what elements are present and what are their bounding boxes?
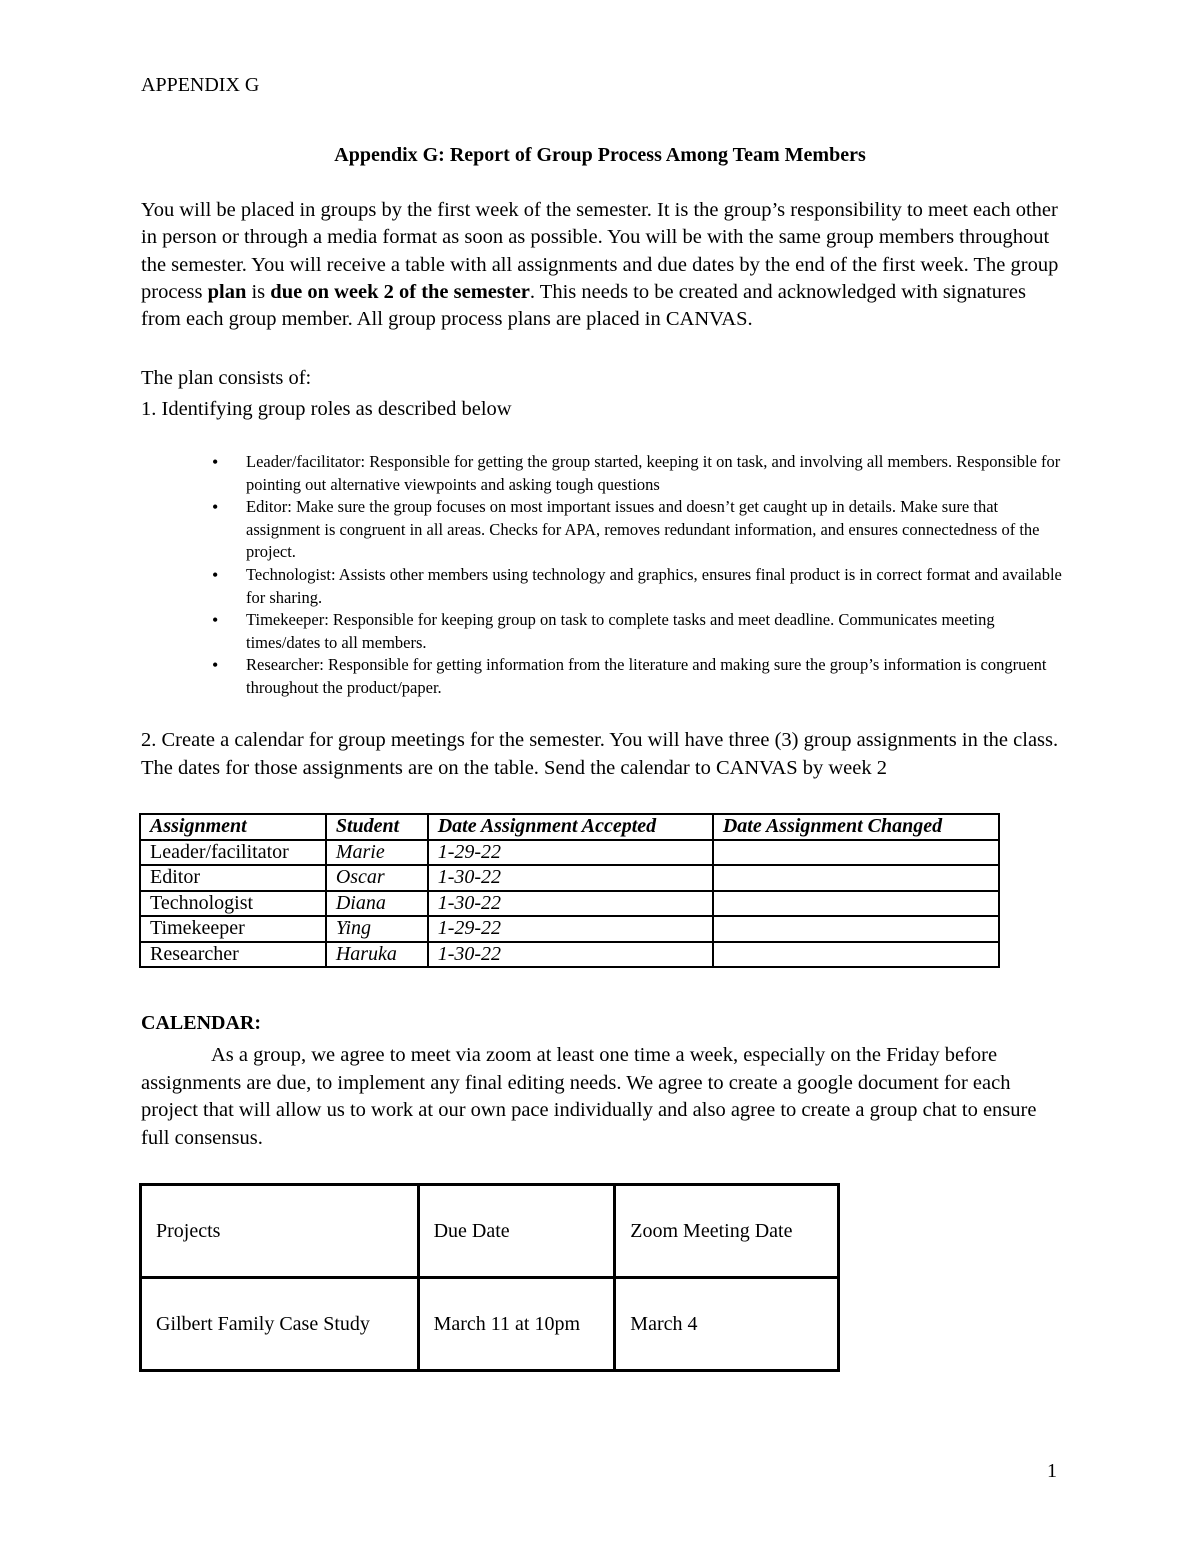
intro-text-1: You will be placed in groups by the first week of the semester. It is the group’s responsibility to meet each other in person or through a media format as soon as possible. You will be with the same group members throughout the semester. You will receive a table with all assignments and due dates by the end of the first week. The group process: [141, 199, 1059, 303]
table-cell: March 11 at 10pm: [418, 1278, 615, 1371]
table-cell: Timekeeper: [140, 916, 326, 942]
table-row: [140, 942, 999, 968]
table-cell: 1-29-22: [428, 916, 713, 942]
table-cell: 1-30-22: [428, 865, 713, 891]
table-cell: Gilbert Family Case Study: [141, 1278, 419, 1371]
table-cell: Diana: [326, 891, 428, 917]
table-cell: Technologist: [140, 891, 326, 917]
table-header-row: [141, 1185, 839, 1278]
intro-text-2: is: [246, 280, 271, 303]
roles-table: [139, 813, 1000, 968]
table-cell: [713, 865, 999, 891]
role-editor: • Editor: Make sure the group focuses on most important issues and doesn’t get caught up in details. Make sure that assignment is congruent in all areas. Checks for APA, removes redundant information, and ensures connectedness of the project.: [246, 496, 1066, 564]
table-row: [140, 840, 999, 866]
table-cell: 1-29-22: [428, 840, 713, 866]
table-header-cell: Projects: [141, 1185, 419, 1278]
table-header-cell: Due Date: [418, 1185, 615, 1278]
table-header-cell: Date Assignment Accepted: [428, 814, 713, 840]
table-cell: [713, 891, 999, 917]
table-header-row: [140, 814, 999, 840]
step-2-paragraph: 2. Create a calendar for group meetings for the semester. You will have three (3) group assignments in the class. The dates for those assignments are on the table. Send the calendar to CANVAS by week 2: [141, 729, 1059, 779]
table-cell: Ying: [326, 916, 428, 942]
role-timekeeper: • Timekeeper: Responsible for keeping group on task to complete tasks and meet deadline. Communicates meeting times/dates to all members.: [246, 609, 1066, 654]
table-cell: [713, 840, 999, 866]
projects-table: [139, 1183, 840, 1372]
running-head: APPENDIX G: [141, 74, 260, 96]
table-cell: Leader/facilitator: [140, 840, 326, 866]
role-researcher: • Researcher: Responsible for getting information from the literature and making sure the group’s information is congruent throughout the product/paper.: [246, 654, 1066, 699]
table-header-cell: Date Assignment Changed: [713, 814, 999, 840]
table-row: [140, 865, 999, 891]
table-cell: [713, 942, 999, 968]
intro-bold-due: due on week 2 of the semester: [270, 280, 530, 303]
intro-paragraph: [141, 197, 1066, 333]
table-row: [140, 891, 999, 917]
calendar-heading: CALENDAR:: [141, 1012, 261, 1034]
table-cell: Researcher: [140, 942, 326, 968]
table-header-cell: Student: [326, 814, 428, 840]
calendar-paragraph: As a group, we agree to meet via zoom at least one time a week, especially on the Friday before assignments are due, to implement any final editing needs. We agree to create a google document for each project that will allow us to work at our own pace individually and also agree to create a group chat to ensure full consensus.: [141, 1044, 1037, 1149]
role-leader: • Leader/facilitator: Responsible for getting the group started, keeping it on task, and involving all members. Responsible for pointing out alternative viewpoints and asking tough questions: [246, 451, 1066, 496]
table-header-cell: Assignment: [140, 814, 326, 840]
table-cell: Marie: [326, 840, 428, 866]
plan-consists-label: The plan consists of:: [141, 367, 312, 389]
table-cell: Editor: [140, 865, 326, 891]
document-title: Appendix G: Report of Group Process Among Team Members: [334, 144, 866, 166]
table-cell: 1-30-22: [428, 891, 713, 917]
table-cell: 1-30-22: [428, 942, 713, 968]
page-number: 1: [1047, 1460, 1057, 1482]
step-1-label: 1. Identifying group roles as described below: [141, 398, 512, 420]
table-row: [140, 916, 999, 942]
table-cell: Haruka: [326, 942, 428, 968]
table-header-cell: Zoom Meeting Date: [615, 1185, 839, 1278]
role-technologist: • Technologist: Assists other members using technology and graphics, ensures final product is in correct format and available for sharing.: [246, 564, 1066, 609]
intro-bold-plan: plan: [207, 280, 247, 303]
table-row: [141, 1278, 839, 1371]
intro-text-3: . This needs to be created and acknowledged with signatures from each group member. All group process plans are placed in CANVAS.: [141, 280, 1026, 331]
table-cell: Oscar: [326, 865, 428, 891]
table-cell: March 4: [615, 1278, 839, 1371]
table-cell: [713, 916, 999, 942]
roles-list: [246, 451, 1066, 700]
